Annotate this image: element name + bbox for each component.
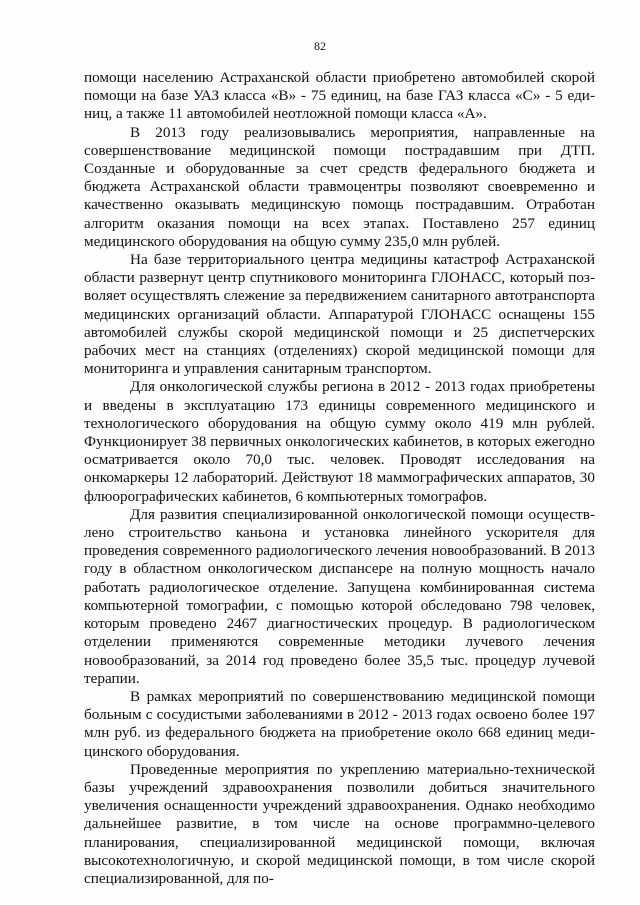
page-number: 82 bbox=[314, 39, 326, 53]
document-body bbox=[84, 69, 595, 888]
paragraph-7: Проведенные мероприятия по укреплению материально-технической базы учреждений здравоохранения позволили добиться значительного увеличения оснащенности учреждений здравоохранения. Однако необходимо дальнейшее развитие, в том числе на основе программно-целевого планирования, специализированной медицинской помощи, включая высокотехнологичную, и скорой медицинской помощи, в том числе скорой специализированной, для по- bbox=[84, 760, 595, 887]
paragraph-2: В 2013 году реализовывались мероприятия, направленные на совершенствование медицинской помощи пострадавшим при ДТП. Созданные и оборудованные за счет средств федерального бюджета и бюджета Астраханской области травмоцентры позволяют своевременно и качественно оказывать медицинскую помощь пострадавшим. Отработан алгоритм оказания помощи на всех этапах. Поставлено 257 единиц медицинского оборудования на общую сумму 235,0 млн рублей. bbox=[84, 123, 595, 250]
paragraph-5: Для развития специализированной онкологической помощи осуществлено строительство каньона и установка линейного ускорителя для проведения современного радиологического лечения новообразований. В 2013 году в областном онкологическом диспансере на полную мощность начало работать радиологическое отделение. Запущена комбинированная система компьютерной томографии, с помощью которой обследовано 798 человек, которым проведено 2467 диагностических процедур. В радиологическом отделении применяются современные методики лучевого лечения новообразований, за 2014 год проведено более 35,5 тыс. процедур лучевой терапии. bbox=[84, 505, 595, 687]
paragraph-6: В рамках мероприятий по совершенствованию медицинской помощи больным с сосудистыми заболеваниями в 2012 - 2013 годах освоено более 197 млн руб. из федерального бюджета на приобретение около 668 единиц медицинского оборудования. bbox=[84, 687, 595, 760]
paragraph-3: На базе территориального центра медицины катастроф Астраханской области развернут центр спутникового мониторинга ГЛОНАСС, который позволяет осуществлять слежение за передвижением санитарного автотранспорта медицинских организаций области. Аппаратурой ГЛОНАСС оснащены 155 автомобилей службы скорой медицинской помощи и 25 диспетчерских рабочих мест на станциях (отделениях) скорой медицинской помощи для мониторинга и управления санитарным транспортом. bbox=[84, 251, 595, 378]
paragraph-1: помощи населению Астраханской области приобретено автомобилей скорой помощи на базе УАЗ класса «В» - 75 единиц, на базе ГАЗ класса «С» - 5 единиц, а также 11 автомобилей неотложной помощи класса «А». bbox=[84, 69, 595, 123]
paragraph-4: Для онкологической службы региона в 2012 - 2013 годах приобретены и введены в эксплуатацию 173 единицы современного медицинского и технологического оборудования на общую сумму около 419 млн рублей. Функционирует 38 первичных онкологических кабинетов, в которых ежегодно осматривается около 70,0 тыс. человек. Проводят исследования на онкомаркеры 12 лабораторий. Действуют 18 маммографических аппаратов, 30 флюорографических кабинетов, 6 компьютерных томографов. bbox=[84, 378, 595, 505]
